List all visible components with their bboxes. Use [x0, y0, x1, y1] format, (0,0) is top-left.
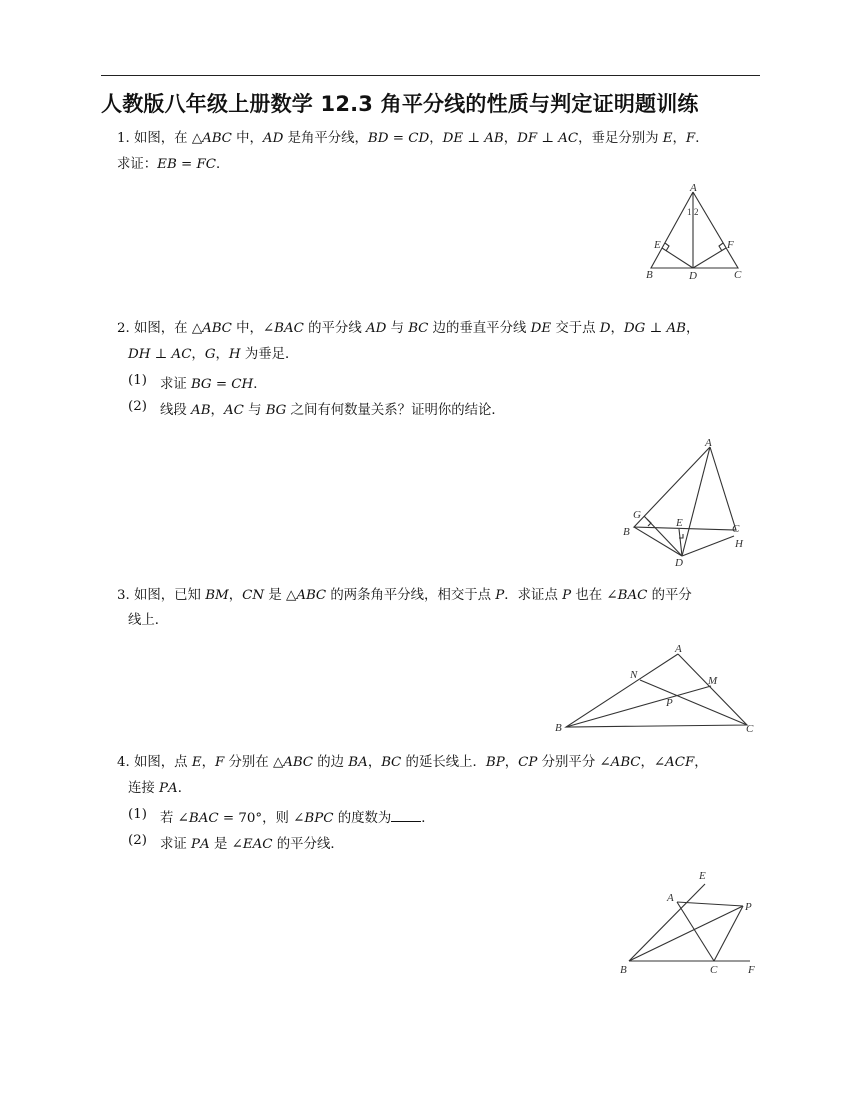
problem-4-part-1-text — [160, 807, 435, 826]
problem-2-line-2: 𝐷𝐻 ⊥ 𝐴𝐶，𝐺，𝐻 为垂足． — [128, 347, 299, 362]
p1-label-c: C — [734, 269, 742, 281]
p1-label-d: D — [689, 270, 697, 282]
p4-label-e: E — [699, 870, 706, 882]
p4-label-f: F — [748, 964, 755, 976]
problem-4-part-2-text: 求证 𝑃𝐴 是 ∠𝐸𝐴𝐶 的平分线． — [160, 837, 344, 852]
p1-label-2: 2 — [694, 207, 699, 217]
problem-4-line-1: 如图，点 𝐸，𝐹 分别在 △𝐴𝐵𝐶 的边 𝐵𝐴，𝐵𝐶 的延长线上．𝐵𝑃，𝐶𝑃 分别平分 ∠𝐴𝐵𝐶，∠𝐴𝐶𝐹， — [134, 755, 708, 770]
p4-label-a: A — [667, 892, 674, 904]
p2-label-h: H — [735, 538, 743, 550]
problem-4-part-2-label: (2) — [128, 833, 147, 848]
p2-label-g: G — [633, 509, 641, 521]
problem-3-figure — [552, 640, 762, 740]
problem-1-number: 1. — [117, 131, 130, 146]
problem-4-part-1-before: 若 ∠𝐵𝐴𝐶 = 70°，则 ∠𝐵𝑃𝐶 的度数为 — [160, 811, 392, 826]
problem-4-number: 4. — [117, 755, 130, 770]
p3-label-c: C — [746, 723, 754, 735]
p4-label-c: C — [710, 964, 718, 976]
p1-label-b: B — [646, 269, 653, 281]
problem-3-line-1: 如图，已知 𝐵𝑀，𝐶𝑁 是 △𝐴𝐵𝐶 的两条角平分线，相交于点 𝑃．求证点 𝑃 也在 ∠𝐵𝐴𝐶 的平分 — [134, 588, 692, 603]
page-title: 人教版八年级上册数学 12.3 角平分线的性质与判定证明题训练 — [101, 92, 699, 116]
p3-label-m: M — [708, 675, 718, 687]
problem-1-line-2: 求证：𝐸𝐵 = 𝐹𝐶． — [117, 157, 230, 172]
problem-2-line-1: 如图，在 △𝐴𝐵𝐶 中，∠𝐵𝐴𝐶 的平分线 𝐴𝐷 与 𝐵𝐶 边的垂直平分线 𝐷𝐸 交于点 𝐷，𝐷𝐺 ⊥ 𝐴𝐵， — [134, 321, 700, 336]
p2-label-c: C — [732, 523, 740, 535]
p4-label-b: B — [620, 964, 627, 976]
p2-label-a: A — [705, 437, 712, 449]
p3-label-p: P — [666, 697, 673, 709]
problem-4-part-1-after: ． — [421, 811, 435, 826]
problem-4-part-1-label: (1) — [128, 807, 147, 822]
p4-label-p: P — [745, 901, 752, 913]
problem-2-part-2-label: (2) — [128, 399, 147, 414]
answer-blank[interactable] — [391, 809, 421, 822]
p1-label-1: 1 — [687, 207, 692, 217]
problem-2-figure — [620, 434, 760, 574]
problem-4-line-2: 连接 𝑃𝐴． — [128, 781, 192, 796]
p1-label-f: F — [727, 239, 734, 251]
p1-label-e: E — [654, 239, 661, 251]
problem-1-figure — [640, 182, 760, 282]
problem-2-part-1-text: 求证 𝐵𝐺 = 𝐶𝐻． — [160, 377, 267, 392]
problem-3-line-2: 线上． — [128, 613, 169, 628]
p1-label-a: A — [690, 182, 697, 194]
p2-label-d: D — [675, 557, 683, 569]
header-rule — [101, 75, 760, 76]
p3-label-a: A — [675, 643, 682, 655]
problem-3-number: 3. — [117, 588, 130, 603]
problem-2-part-1-label: (1) — [128, 373, 147, 388]
p3-label-n: N — [630, 669, 638, 681]
p3-label-b: B — [555, 722, 562, 734]
problem-4-figure — [615, 866, 765, 981]
p2-label-e: E — [676, 517, 683, 529]
problem-2-part-2-text: 线段 𝐴𝐵，𝐴𝐶 与 𝐵𝐺 之间有何数量关系？证明你的结论． — [160, 403, 505, 418]
p2-label-b: B — [623, 526, 630, 538]
problem-2-number: 2. — [117, 321, 130, 336]
problem-1-line-1: 如图，在 △𝐴𝐵𝐶 中，𝐴𝐷 是角平分线，𝐵𝐷 = 𝐶𝐷，𝐷𝐸 ⊥ 𝐴𝐵，𝐷𝐹 ⊥ 𝐴𝐶，垂足分别为 𝐸，𝐹． — [134, 131, 709, 146]
